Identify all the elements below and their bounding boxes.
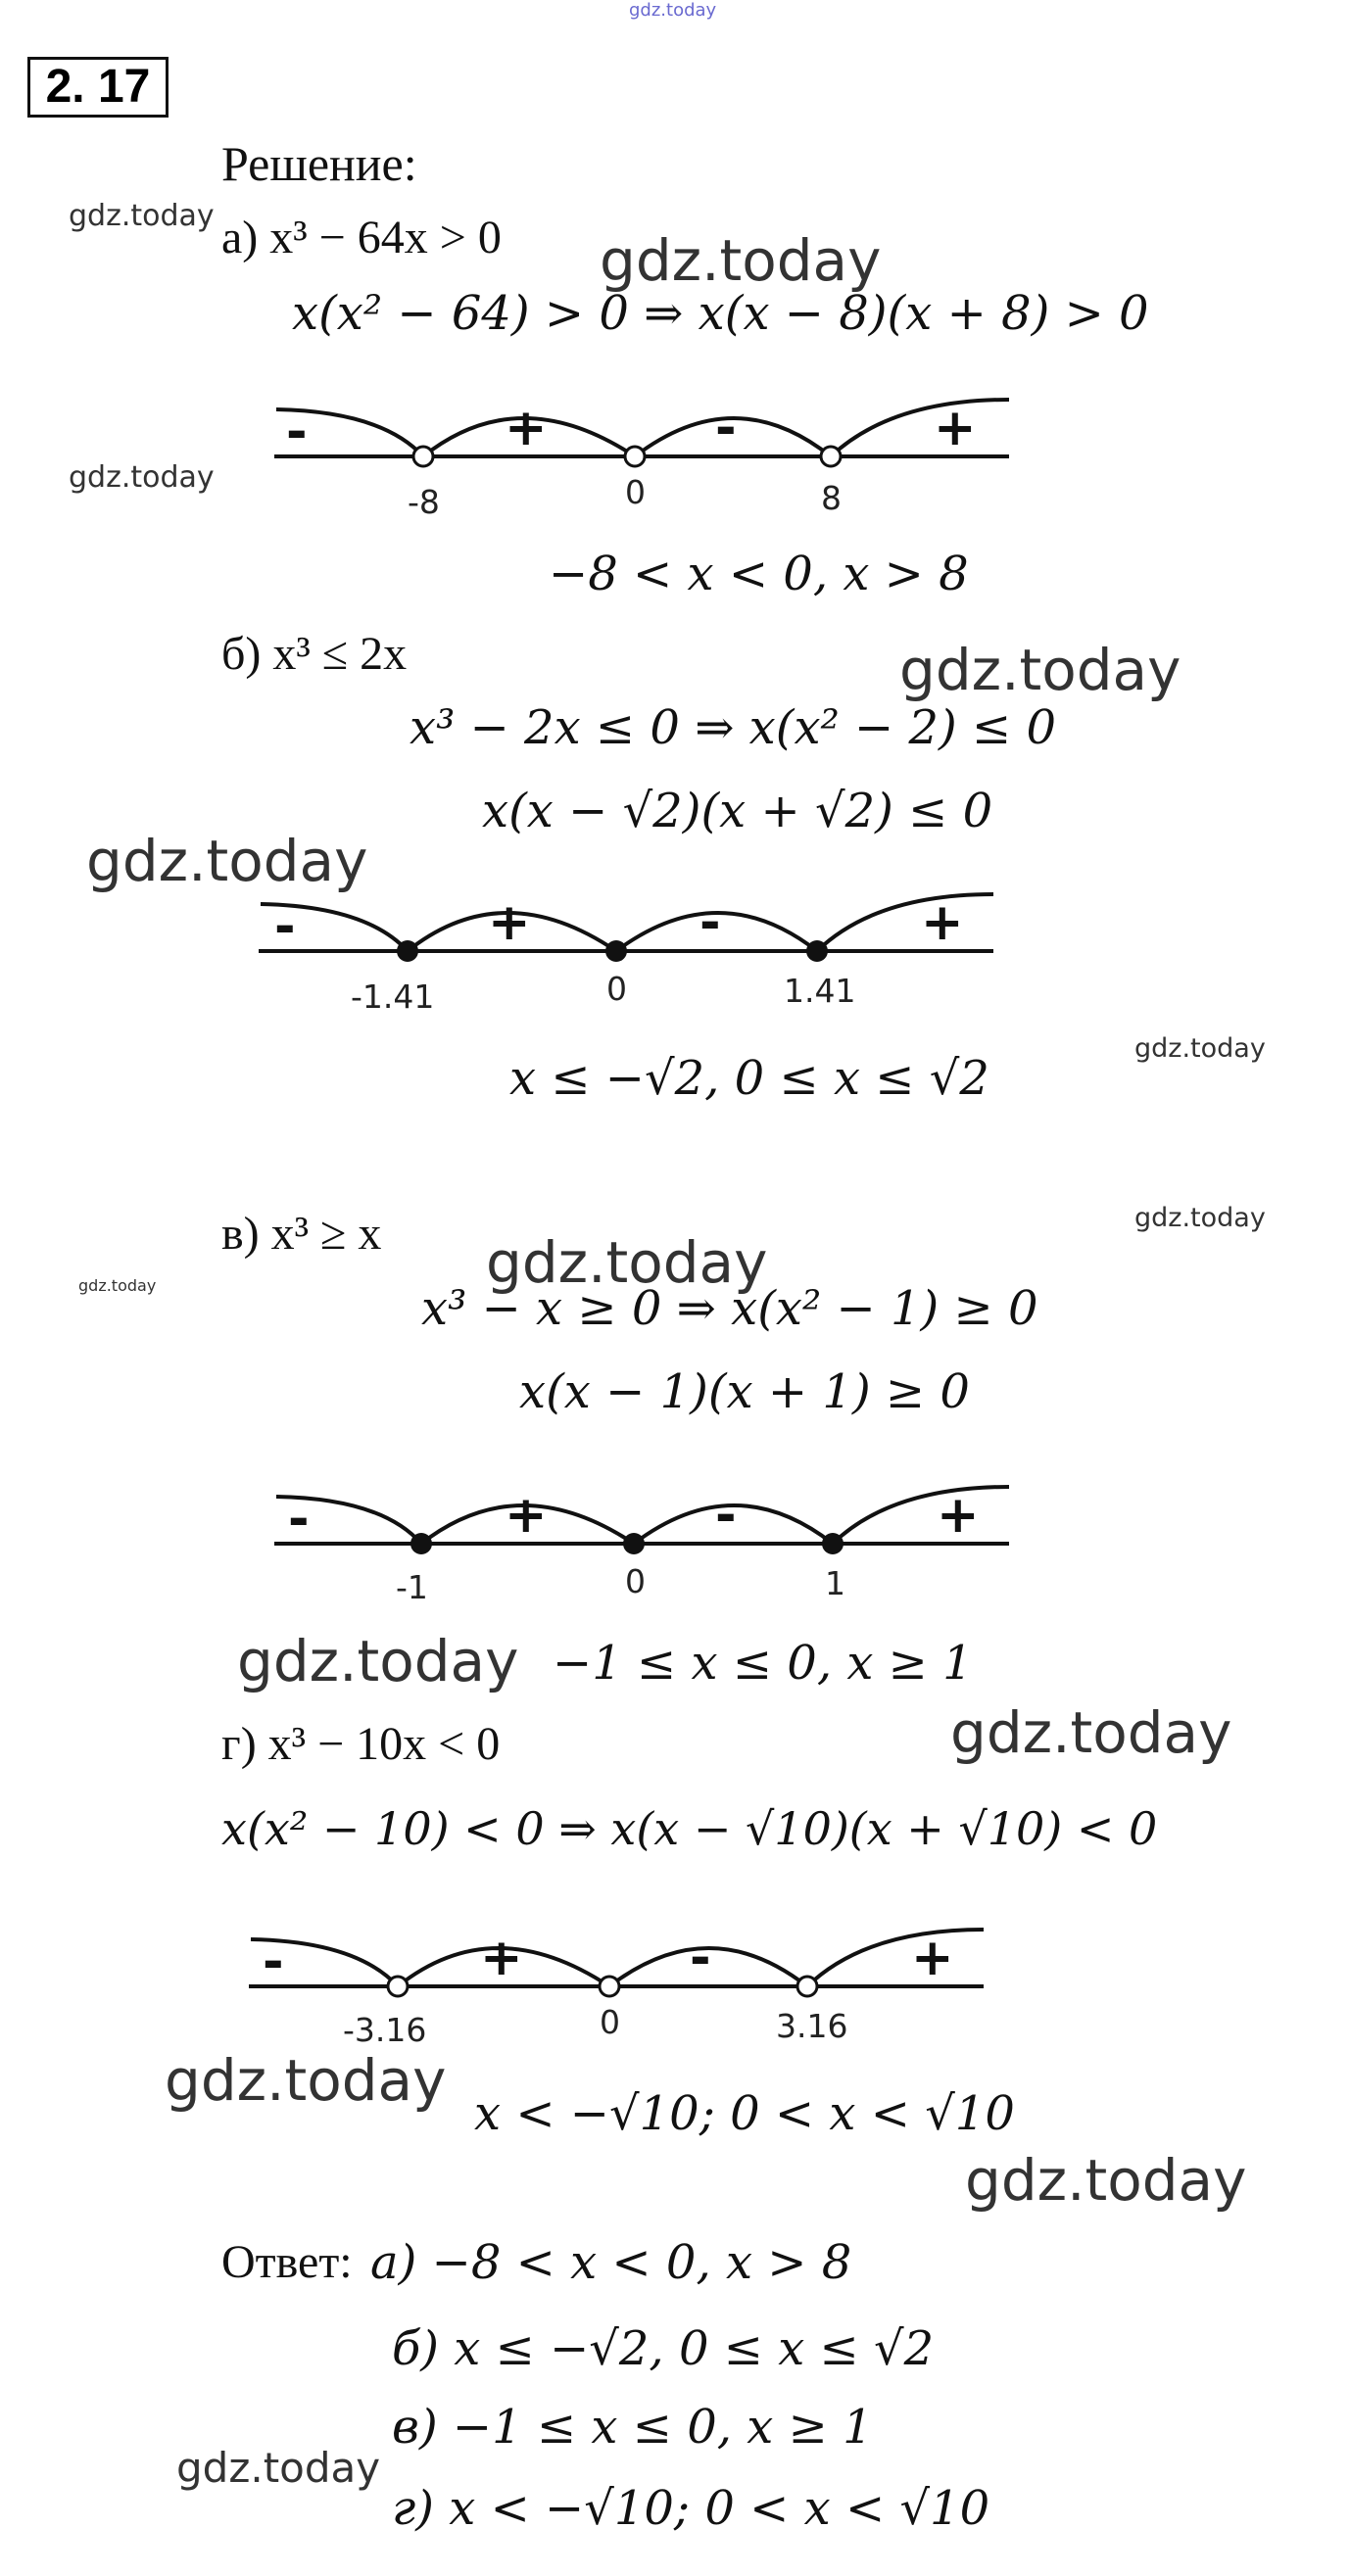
- sign-plus: +: [505, 1486, 548, 1545]
- closed-point: [605, 940, 627, 962]
- watermark: gdz.today: [950, 1699, 1232, 1766]
- part-b-step-1: x³ − 2x ≤ 0 ⇒ x(x² − 2) ≤ 0: [410, 700, 1057, 755]
- number-line-a: [265, 390, 1019, 537]
- answer-item-a: а) −8 < x < 0, x > 8: [370, 2235, 852, 2290]
- number-line-b: [249, 884, 1003, 1031]
- watermark: gdz.today: [486, 1229, 768, 1296]
- answer-item-d: г) x < −√10; 0 < x < √10: [392, 2481, 990, 2536]
- point-label: 0: [625, 1562, 646, 1600]
- watermark: gdz.today: [1134, 1203, 1266, 1233]
- watermark: gdz.today: [965, 2147, 1247, 2214]
- sign-minus: -: [715, 1486, 737, 1545]
- part-c-step-1: x³ − x ≥ 0 ⇒ x(x² − 1) ≥ 0: [421, 1281, 1038, 1336]
- point-label: -1: [396, 1568, 428, 1606]
- point-label: 3.16: [776, 2007, 848, 2045]
- sign-minus: -: [715, 399, 737, 457]
- watermark: gdz.today: [69, 460, 215, 495]
- part-b-result: x ≤ −√2, 0 ≤ x ≤ √2: [509, 1051, 989, 1106]
- point-label: 1.41: [784, 972, 856, 1010]
- part-a-statement: а) x³ − 64x > 0: [221, 212, 502, 263]
- sign-minus: -: [274, 897, 296, 956]
- open-point: [388, 1977, 408, 1996]
- watermark: gdz.today: [78, 1276, 157, 1295]
- part-b-statement: б) x³ ≤ 2x: [221, 628, 408, 680]
- watermark: gdz.today: [69, 199, 215, 233]
- sign-minus: -: [288, 1490, 310, 1549]
- point-label: 1: [825, 1564, 845, 1602]
- part-d-statement: г) x³ − 10x < 0: [221, 1718, 501, 1770]
- answer-item-c: в) −1 ≤ x ≤ 0, x ≥ 1: [392, 2400, 873, 2455]
- problem-number: 2. 17: [27, 57, 169, 118]
- sign-plus: +: [505, 399, 548, 457]
- answer-item-b: б) x ≤ −√2, 0 ≤ x ≤ √2: [392, 2321, 935, 2376]
- part-c-statement: в) x³ ≥ x: [221, 1208, 382, 1260]
- part-d-step-1: x(x² − 10) < 0 ⇒ x(x − √10)(x + √10) < 0: [221, 1802, 1158, 1855]
- sign-plus: +: [480, 1929, 523, 1987]
- watermark: gdz.today: [629, 0, 717, 21]
- part-b-step-2: x(x − √2)(x + √2) ≤ 0: [482, 784, 993, 838]
- part-a-step-1: x(x² − 64) > 0 ⇒ x(x − 8)(x + 8) > 0: [292, 286, 1149, 341]
- sign-minus: -: [690, 1929, 711, 1987]
- watermark: gdz.today: [176, 2444, 381, 2492]
- sign-minus: -: [286, 403, 308, 461]
- watermark: gdz.today: [600, 227, 882, 294]
- closed-point: [410, 1533, 432, 1554]
- sign-minus: -: [263, 1932, 284, 1991]
- watermark: gdz.today: [86, 828, 368, 894]
- closed-point: [822, 1533, 844, 1554]
- watermark: gdz.today: [1134, 1033, 1266, 1064]
- open-point: [413, 447, 433, 466]
- sign-minus: -: [699, 893, 721, 952]
- sign-plus: +: [911, 1929, 954, 1987]
- sign-plus: +: [937, 1486, 980, 1545]
- solution-heading: Решение:: [221, 136, 417, 191]
- closed-point: [623, 1533, 645, 1554]
- point-label: -3.16: [343, 2011, 427, 2049]
- point-label: -1.41: [351, 978, 435, 1016]
- sign-plus: +: [921, 893, 964, 952]
- point-label: 0: [606, 970, 627, 1008]
- sign-plus: +: [934, 399, 977, 457]
- point-label: 0: [625, 473, 646, 511]
- watermark: gdz.today: [899, 637, 1181, 703]
- part-d-result: x < −√10; 0 < x < √10: [474, 2086, 1015, 2141]
- part-c-result: −1 ≤ x ≤ 0, x ≥ 1: [553, 1636, 973, 1691]
- closed-point: [397, 940, 418, 962]
- point-label: 8: [821, 479, 842, 517]
- number-line-c: [265, 1477, 1019, 1624]
- watermark: gdz.today: [237, 1628, 519, 1694]
- point-label: 0: [600, 2003, 620, 2041]
- open-point: [821, 447, 841, 466]
- answer-heading: Ответ:: [221, 2236, 353, 2288]
- part-a-result: −8 < x < 0, x > 8: [549, 547, 969, 601]
- closed-point: [806, 940, 828, 962]
- number-line-d: [239, 1920, 993, 2067]
- open-point: [797, 1977, 817, 1996]
- part-c-step-2: x(x − 1)(x + 1) ≥ 0: [519, 1364, 970, 1419]
- open-point: [600, 1977, 619, 1996]
- open-point: [625, 447, 645, 466]
- point-label: -8: [408, 483, 440, 521]
- watermark: gdz.today: [165, 2047, 447, 2114]
- sign-plus: +: [488, 893, 531, 952]
